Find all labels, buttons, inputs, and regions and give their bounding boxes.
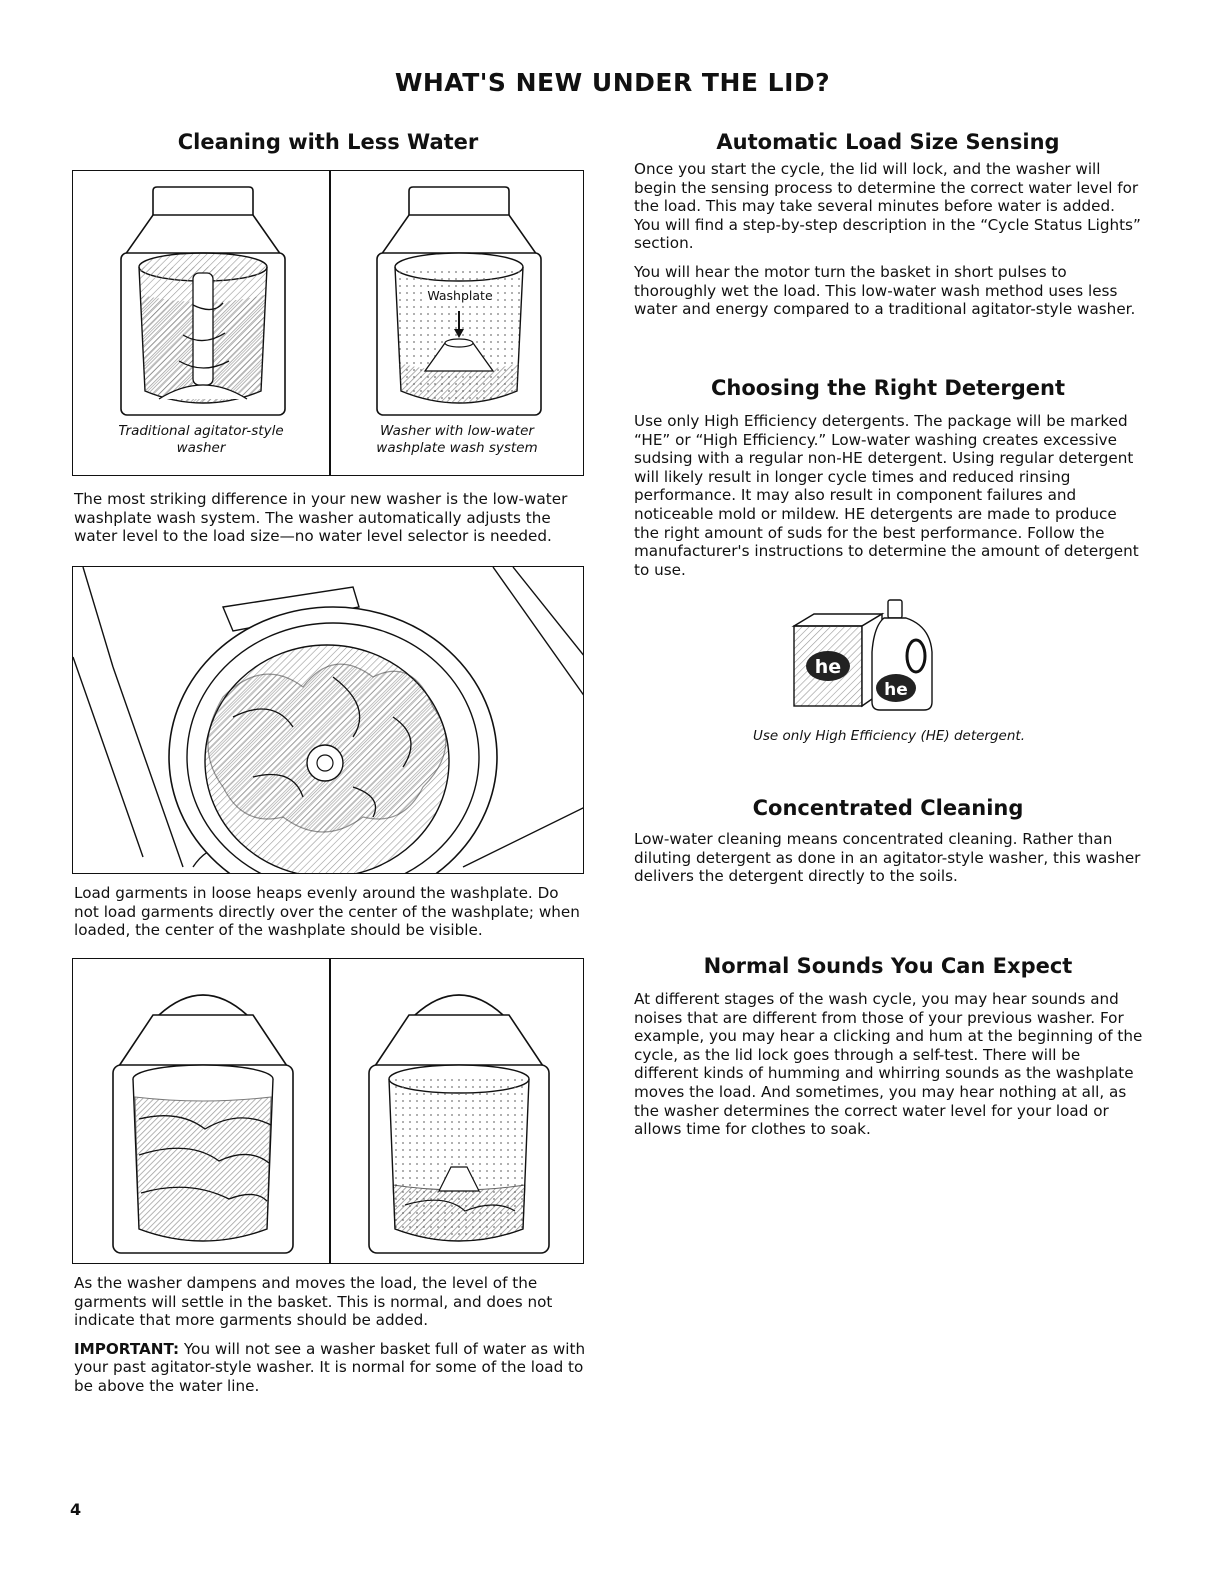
- paragraph-load-settling: As the washer dampens and moves the load, the level of the garments will settle in the basket. This is normal, and does not indicate that more garments should be added. IMPORTANT: You will not see a washer basket full of water as with your past agitator-style washer. It is normal for some of the load to be above the water line.: [74, 1274, 586, 1395]
- he-logo-bottle: he: [884, 680, 908, 700]
- section-title-right-detergent: Choosing the Right Detergent: [710, 376, 1066, 400]
- section-title-concentrated-cleaning: Concentrated Cleaning: [752, 796, 1024, 820]
- washer-settled-load-illustration: [365, 979, 553, 1259]
- section-title-load-size-sensing: Automatic Load Size Sensing: [716, 130, 1060, 154]
- he-detergent-illustration: [790, 596, 940, 714]
- important-label: IMPORTANT:: [74, 1339, 180, 1358]
- caption-low-water-washer: Washer with low-water washplate wash system: [376, 423, 538, 456]
- section-load-size-sensing: Once you start the cycle, the lid will lock, and the washer will begin the sensing process to determine the correct water level for the load. This may take several minutes before water is added. You will find a step-by-step description in the “Cycle Status Lights” section. You will hear the motor turn the basket in short pulses to thoroughly wet the load. This low-water wash method uses less water and energy compared to a traditional agitator-style washer.: [634, 160, 1141, 319]
- section-title-normal-sounds: Normal Sounds You Can Expect: [703, 954, 1073, 978]
- important-text: You will not see a washer basket full of water as with your past agitator-style washer. It is normal for some of the load to be above the water line.: [74, 1339, 586, 1395]
- page-number: 4: [70, 1500, 82, 1519]
- figure-load-settling: [72, 958, 584, 1264]
- section-normal-sounds: At different stages of the wash cycle, you may hear sounds and noises that are different from those of your previous washer. For example, you may hear a clicking and hum at the beginning of the cycle, as the lid lock goes through a self-test. There will be different kinds of humming and whirring sounds as the washplate moves the load. And sometimes, you may hear nothing at all, as the washer determines the correct water level for your load or allows time for clothes to soak.: [634, 990, 1143, 1139]
- page-title: WHAT'S NEW UNDER THE LID?: [394, 68, 831, 97]
- section-concentrated-cleaning: Low-water cleaning means concentrated cleaning. Rather than diluting detergent as done in an agitator-style washer, this washer delivers the detergent directly to the soils.: [634, 830, 1141, 886]
- figure-washer-comparison: [72, 170, 584, 476]
- section-right-detergent: Use only High Efficiency detergents. The package will be marked “HE” or “High Efficiency.” Low-water washing creates excessive sudsing with a regular non-HE detergent. Using regular detergent will likely result in longer cycle times and reduced rinsing performance. It may also result in component failures and noticeable mold or mildew. HE detergents are made to produce the right amount of suds for the best performance. Follow the manufacturer's instructions to determine the amount of detergent to use.: [634, 412, 1139, 579]
- washer-dry-load-illustration: [109, 979, 297, 1259]
- paragraph-washplate-system: The most striking difference in your new washer is the low-water washplate wash system. The washer automatically adjusts the water level to the load size—no water level selector is needed.: [74, 490, 568, 546]
- caption-traditional-washer: Traditional agitator-style washer: [118, 423, 284, 456]
- figure-loading-garments: [72, 566, 584, 874]
- loaded-washplate-illustration: [73, 567, 584, 874]
- paragraph-loading-garments: Load garments in loose heaps evenly around the washplate. Do not load garments directly over the center of the washplate; when loaded, the center of the washplate should be visible.: [74, 884, 580, 940]
- caption-he-detergent: Use only High Efficiency (HE) detergent.: [753, 728, 1025, 744]
- he-logo-box: he: [814, 656, 842, 678]
- important-note: [74, 1340, 586, 1396]
- washplate-callout: Washplate: [425, 288, 495, 303]
- traditional-washer-illustration: [113, 185, 293, 419]
- section-title-cleaning-less-water: Cleaning with Less Water: [177, 130, 479, 154]
